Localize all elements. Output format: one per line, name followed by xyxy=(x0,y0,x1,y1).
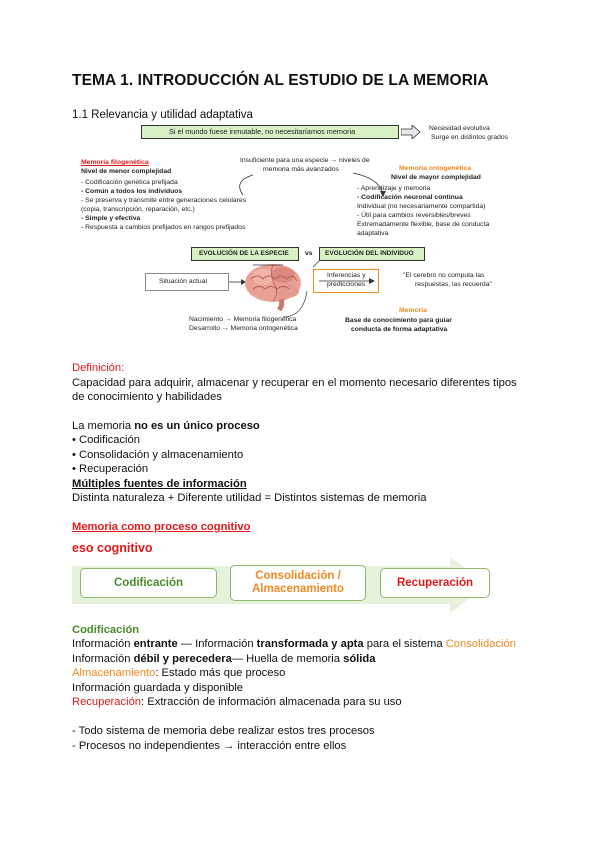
step-codificacion: Codificación xyxy=(80,568,217,598)
cog-process-fragment: eso cognitivo xyxy=(72,541,153,555)
phylo-item-4: (copia, transcripción, reparación, etc.) xyxy=(81,206,195,213)
situation-text: Situación actual xyxy=(159,278,207,285)
onto-item-4: - Útil para cambios reversibles/breves xyxy=(357,212,471,219)
onto-title: Memoria ontogenética xyxy=(399,165,472,172)
top-banner-text: Si el mundo fuese inmutable, no necesitaríamos memoria xyxy=(169,127,356,136)
memory-not-single xyxy=(72,419,260,433)
section-heading: 1.1 Relevancia y utilidad adaptativa xyxy=(72,109,253,121)
memory-desc1: Base de conocimiento para guiar xyxy=(345,317,452,324)
memory-bold: no es un único proceso xyxy=(134,420,260,432)
note-2: - Procesos no independientes → interacción entre ellos xyxy=(72,740,347,752)
definition-line1: Capacidad para adquirir, almacenar y recuperar en el momento necesario diferentes tipos xyxy=(72,377,517,389)
evo-species-label: EVOLUCIÓN DE LA ESPECIE xyxy=(199,250,289,257)
cod-title: Codificación xyxy=(72,624,140,636)
note-1: - Todo sistema de memoria debe realizar estos tres procesos xyxy=(72,725,375,737)
line-weak xyxy=(72,652,375,666)
memory-label: Memoria xyxy=(399,307,427,314)
stored-line: Información guardada y disponible xyxy=(72,682,244,694)
inferences-line2: predicciones xyxy=(327,281,366,288)
cog-process-heading: Memoria como proceso cognitivo xyxy=(72,521,251,533)
onto-item-1: - Aprendizaje y memoria xyxy=(357,185,431,192)
onto-item-6: adaptativa xyxy=(357,230,389,237)
text: Información xyxy=(72,653,134,665)
multiple-sources: Múltiples fuentes de información xyxy=(72,478,247,490)
text-bold: transformada y apta xyxy=(256,638,364,650)
step-recuperacion: Recuperación xyxy=(380,568,490,598)
phylo-item-1: - Codificación genética prefijada xyxy=(81,179,178,186)
onto-item-3: Individual (no necesariamente compartida) xyxy=(357,203,486,210)
onto-item-2: - Codificación neuronal continua xyxy=(357,194,463,201)
insufficient-line2: memoria más avanzados xyxy=(263,166,339,173)
text: para el sistema xyxy=(363,638,446,650)
development-line: Desarrollo → Memoria ontogenética xyxy=(189,325,298,332)
phylo-subtitle: Nivel de menor complejidad xyxy=(81,168,172,175)
necessity-line1: Necesidad evolutiva xyxy=(429,125,490,132)
retrieval-label: Recuperación xyxy=(72,696,142,708)
page-title: TEMA 1. INTRODUCCIÓN AL ESTUDIO DE LA MEMORIA xyxy=(72,72,489,89)
inferences-line1: Inferencias y xyxy=(327,272,366,279)
bullet-consolidacion: • Consolidación y almacenamiento xyxy=(72,449,244,461)
multiple-sources-desc: Distinta naturaleza + Diferente utilidad = Distintos sistemas de memoria xyxy=(72,492,427,504)
memory-prefix: La memoria xyxy=(72,420,135,432)
insufficient-line1: Insuficiente para una especie → niveles de xyxy=(240,157,370,164)
memory-evolution-figure xyxy=(73,121,527,342)
text-bold: sólida xyxy=(343,653,376,665)
process-diagram xyxy=(72,557,492,613)
necessity-line2: Surge en distintos grados xyxy=(431,134,509,141)
arrow-right-icon xyxy=(401,125,421,139)
text: — Huella de memoria xyxy=(231,653,344,665)
step-consolidacion: Consolidación / Almacenamiento xyxy=(230,565,366,601)
quote-line2: respuestas, las recuerda" xyxy=(415,281,492,288)
storage-label: Almacenamiento xyxy=(72,667,156,679)
onto-subtitle: Nivel de mayor complejidad xyxy=(391,174,481,181)
phylo-title: Memoria filogenética xyxy=(81,159,149,166)
vs-label: vs xyxy=(305,250,313,257)
quote-line1: "El cerebro no computa las xyxy=(403,272,485,279)
definition-label: Definición: xyxy=(72,362,125,374)
evo-individual-label: EVOLUCIÓN DEL INDIVIDUO xyxy=(325,250,414,257)
phylo-item-3: - Se preserva y transmite entre generaciones celulares xyxy=(81,197,247,204)
retrieval-line xyxy=(72,695,402,709)
phylo-item-5: - Simple y efectiva xyxy=(81,215,141,222)
text: — Información xyxy=(177,638,257,650)
storage-desc: : Estado más que proceso xyxy=(155,667,286,679)
storage-line xyxy=(72,666,285,680)
text: Información xyxy=(72,638,134,650)
birth-line: Nacimiento → Memoria filogenética xyxy=(189,316,297,323)
bullet-recuperacion: • Recuperación xyxy=(72,463,149,475)
text-bold: entrante xyxy=(133,638,178,650)
memory-desc2: conducta de forma adaptativa xyxy=(351,326,448,333)
line-info xyxy=(72,637,516,651)
bullet-codificacion: • Codificación xyxy=(72,434,140,446)
onto-item-5: Extremadamente flexible, base de conducta xyxy=(357,221,490,228)
retrieval-desc: : Extracción de información almacenada para su uso xyxy=(141,696,402,708)
phylo-item-2: - Común a todos los individuos xyxy=(81,188,183,195)
text-orange: Consolidación xyxy=(445,638,516,650)
definition-line2: de conocimiento y habilidades xyxy=(72,391,222,403)
phylo-item-6: - Respuesta a cambios prefijados en rangos prefijados xyxy=(81,224,246,231)
text-bold: débil y perecedera xyxy=(133,653,232,665)
